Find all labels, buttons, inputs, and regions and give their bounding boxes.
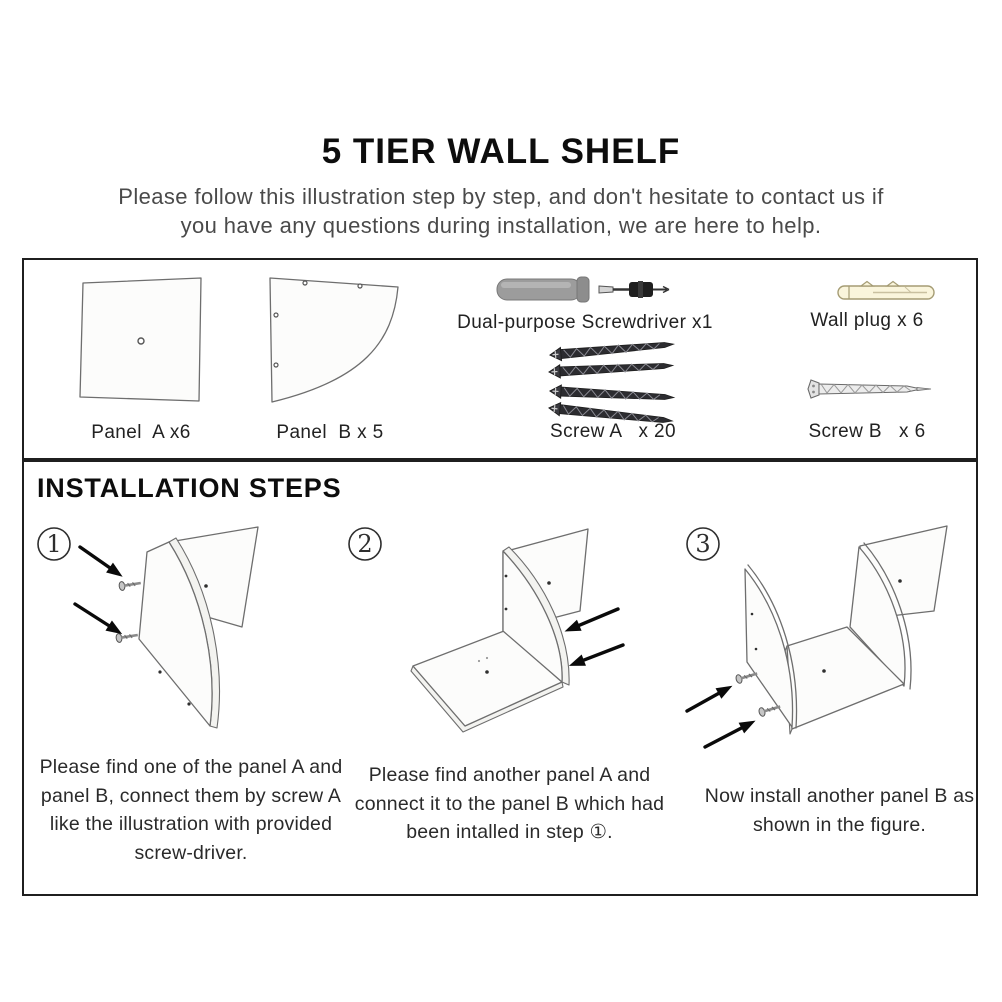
- installation-steps-heading: INSTALLATION STEPS: [37, 473, 342, 503]
- page-title: 5 TIER WALL SHELF: [321, 132, 681, 171]
- screw-inline-icon: [119, 579, 142, 591]
- subtitle-line-1: Please follow this illustration step by step, and don't hesitate to contact us if: [118, 184, 884, 209]
- svg-text:1: 1: [46, 530, 62, 558]
- arrow-icon: [684, 680, 735, 716]
- screw-b-icon: [805, 378, 935, 404]
- screwdriver-label: Dual-purpose Screwdriver x1: [457, 312, 713, 333]
- installation-panel: [22, 460, 978, 896]
- screw-a-icon: [545, 338, 690, 423]
- step-2-diagram: [340, 514, 675, 764]
- arrow-icon: [77, 542, 127, 582]
- panel-b-diagram: [265, 272, 405, 407]
- screw-b-label: Screw B x 6: [808, 421, 926, 442]
- step-2-caption: Please find another panel A and connect it to the panel B which had been intalled in step ①.: [354, 764, 665, 844]
- wall-plug-label: Wall plug x 6: [810, 310, 924, 331]
- parts-panel: [22, 258, 978, 460]
- panel-b-label: Panel B x 5: [276, 422, 384, 443]
- step-number-badge: [38, 528, 70, 560]
- step-3-caption: Now install another panel B as shown in the figure.: [704, 785, 975, 836]
- step-number-badge: [687, 528, 719, 560]
- step-number-badge: [349, 528, 381, 560]
- screwdriver-icon: [495, 270, 670, 310]
- svg-text:2: 2: [357, 530, 373, 558]
- step-1-caption: Please find one of the panel A and panel B, connect them by screw A like the illustration with provided screw-driver.: [39, 756, 343, 864]
- subtitle-line-2: you have any questions during installation, we are here to help.: [180, 213, 822, 239]
- wall-plug-icon: [835, 278, 940, 306]
- arrow-icon: [702, 715, 758, 752]
- svg-text:3: 3: [695, 530, 711, 558]
- step-3-diagram: [682, 514, 987, 789]
- panel-a-label: Panel A x6: [91, 422, 191, 443]
- screw-a-label: Screw A x 20: [550, 421, 676, 442]
- arrow-icon: [72, 599, 126, 639]
- step-1-diagram: [30, 514, 340, 764]
- arrow-icon: [567, 639, 625, 671]
- subtitle: [0, 182, 1002, 241]
- panel-a-diagram: [77, 275, 207, 405]
